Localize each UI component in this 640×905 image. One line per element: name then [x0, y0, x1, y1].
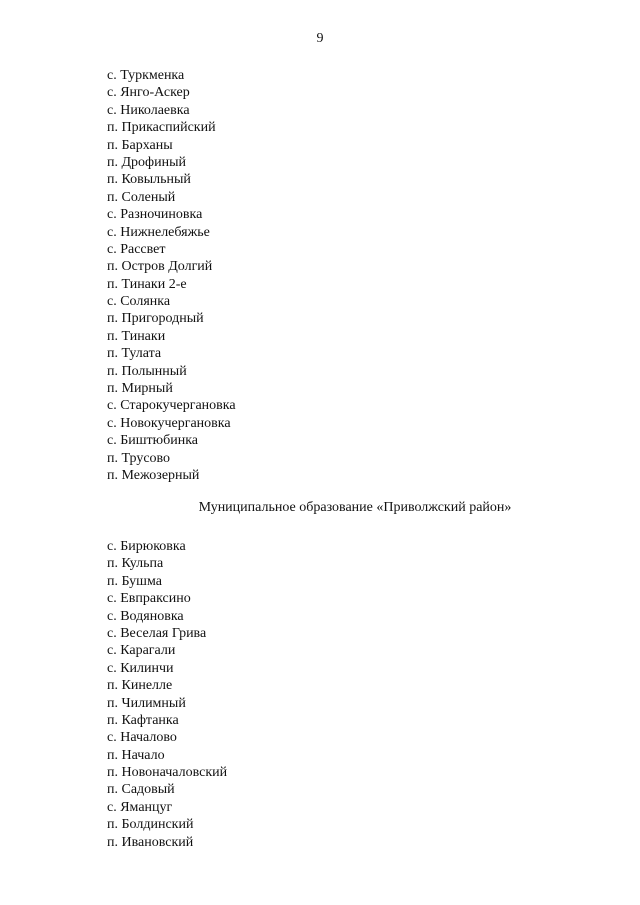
list-item: п. Тинаки 2-е	[107, 276, 187, 292]
list-item: п. Пригородный	[107, 311, 204, 327]
list-item: п. Ивановский	[107, 834, 194, 850]
list-item: п. Болдинский	[107, 817, 194, 833]
list-item: п. Межозерный	[107, 467, 200, 483]
list-item: п. Ковыльный	[107, 172, 191, 188]
list-item: с. Биштюбинка	[107, 433, 199, 449]
list-item: п. Прикаспийский	[107, 120, 216, 136]
list-item: с. Нижнелебяжье	[107, 224, 210, 240]
list-item: с. Николаевка	[107, 102, 190, 118]
section-heading: Муниципальное образование «Приволжский район»	[198, 500, 512, 515]
list-item: п. Кульпа	[107, 556, 164, 572]
list-item: п. Дрофиный	[107, 154, 186, 170]
list-item: с. Солянка	[107, 294, 171, 310]
list-item: п. Трусово	[107, 450, 171, 466]
list-item: с. Килинчи	[107, 660, 174, 676]
list-item: п. Чилимный	[107, 695, 186, 711]
list-item: п. Остров Долгий	[107, 259, 213, 275]
list-item: с. Веселая Грива	[107, 625, 207, 641]
list-item: п. Полынный	[107, 363, 187, 379]
list-item: п. Тулата	[107, 346, 162, 362]
list-item: п. Кинелле	[107, 678, 173, 694]
list-item: с. Евпраксино	[107, 591, 191, 607]
list-item: с. Разночиновка	[107, 207, 203, 223]
list-item: с. Карагали	[107, 643, 176, 659]
list-item: с. Новокучергановка	[107, 415, 231, 431]
list-item: п. Новоначаловский	[107, 765, 228, 781]
settlement-list-2	[107, 538, 227, 851]
list-item: с. Бирюковка	[107, 539, 186, 554]
list-item: с. Старокучергановка	[107, 398, 236, 414]
list-item: п. Кафтанка	[107, 712, 179, 728]
list-item: с. Янго-Аскер	[107, 85, 190, 101]
list-item: п. Соленый	[107, 189, 176, 205]
list-item: п. Тинаки	[107, 328, 166, 344]
list-item: с. Водяновка	[107, 608, 184, 624]
list-item: п. Мирный	[107, 381, 173, 397]
list-item: с. Яманцуг	[107, 799, 173, 815]
list-item: с. Рассвет	[107, 241, 166, 257]
list-item: п. Бушма	[107, 573, 162, 589]
list-item: п. Барханы	[107, 137, 173, 153]
page-number: 9	[316, 31, 324, 46]
list-item: п. Садовый	[107, 782, 175, 798]
settlement-list-1	[107, 67, 236, 484]
list-item: с. Туркменка	[107, 68, 185, 83]
list-item: п. Начало	[107, 747, 165, 763]
list-item: с. Началово	[107, 730, 177, 746]
